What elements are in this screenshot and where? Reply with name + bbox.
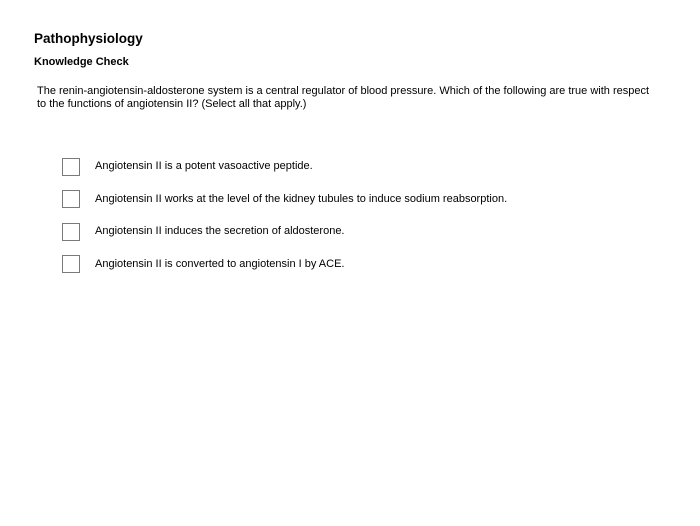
answer-option[interactable] <box>62 254 507 275</box>
answer-option[interactable] <box>62 189 507 210</box>
answer-option-label: Angiotensin II induces the secretion of aldosterone. <box>95 225 345 237</box>
answer-options-list <box>62 156 507 286</box>
checkbox[interactable] <box>62 255 80 273</box>
answer-option[interactable] <box>62 221 507 242</box>
checkbox[interactable] <box>62 190 80 208</box>
answer-option[interactable] <box>62 156 507 177</box>
page-title: Pathophysiology <box>34 31 143 46</box>
answer-option-label: Angiotensin II works at the level of the kidney tubules to induce sodium reabsorption. <box>95 192 508 205</box>
checkbox[interactable] <box>62 158 80 176</box>
answer-option-label: Angiotensin II is a potent vasoactive peptide. <box>95 160 313 172</box>
answer-option-label: Angiotensin II is converted to angiotensin I by ACE. <box>95 257 345 270</box>
question-text: The renin-angiotensin-aldosterone system is a central regulator of blood pressure. Which of the following are true with respect to the functions of angiotensin II? (Select all that apply.) <box>37 85 650 110</box>
checkbox[interactable] <box>62 223 80 241</box>
page-subtitle: Knowledge Check <box>34 56 129 68</box>
